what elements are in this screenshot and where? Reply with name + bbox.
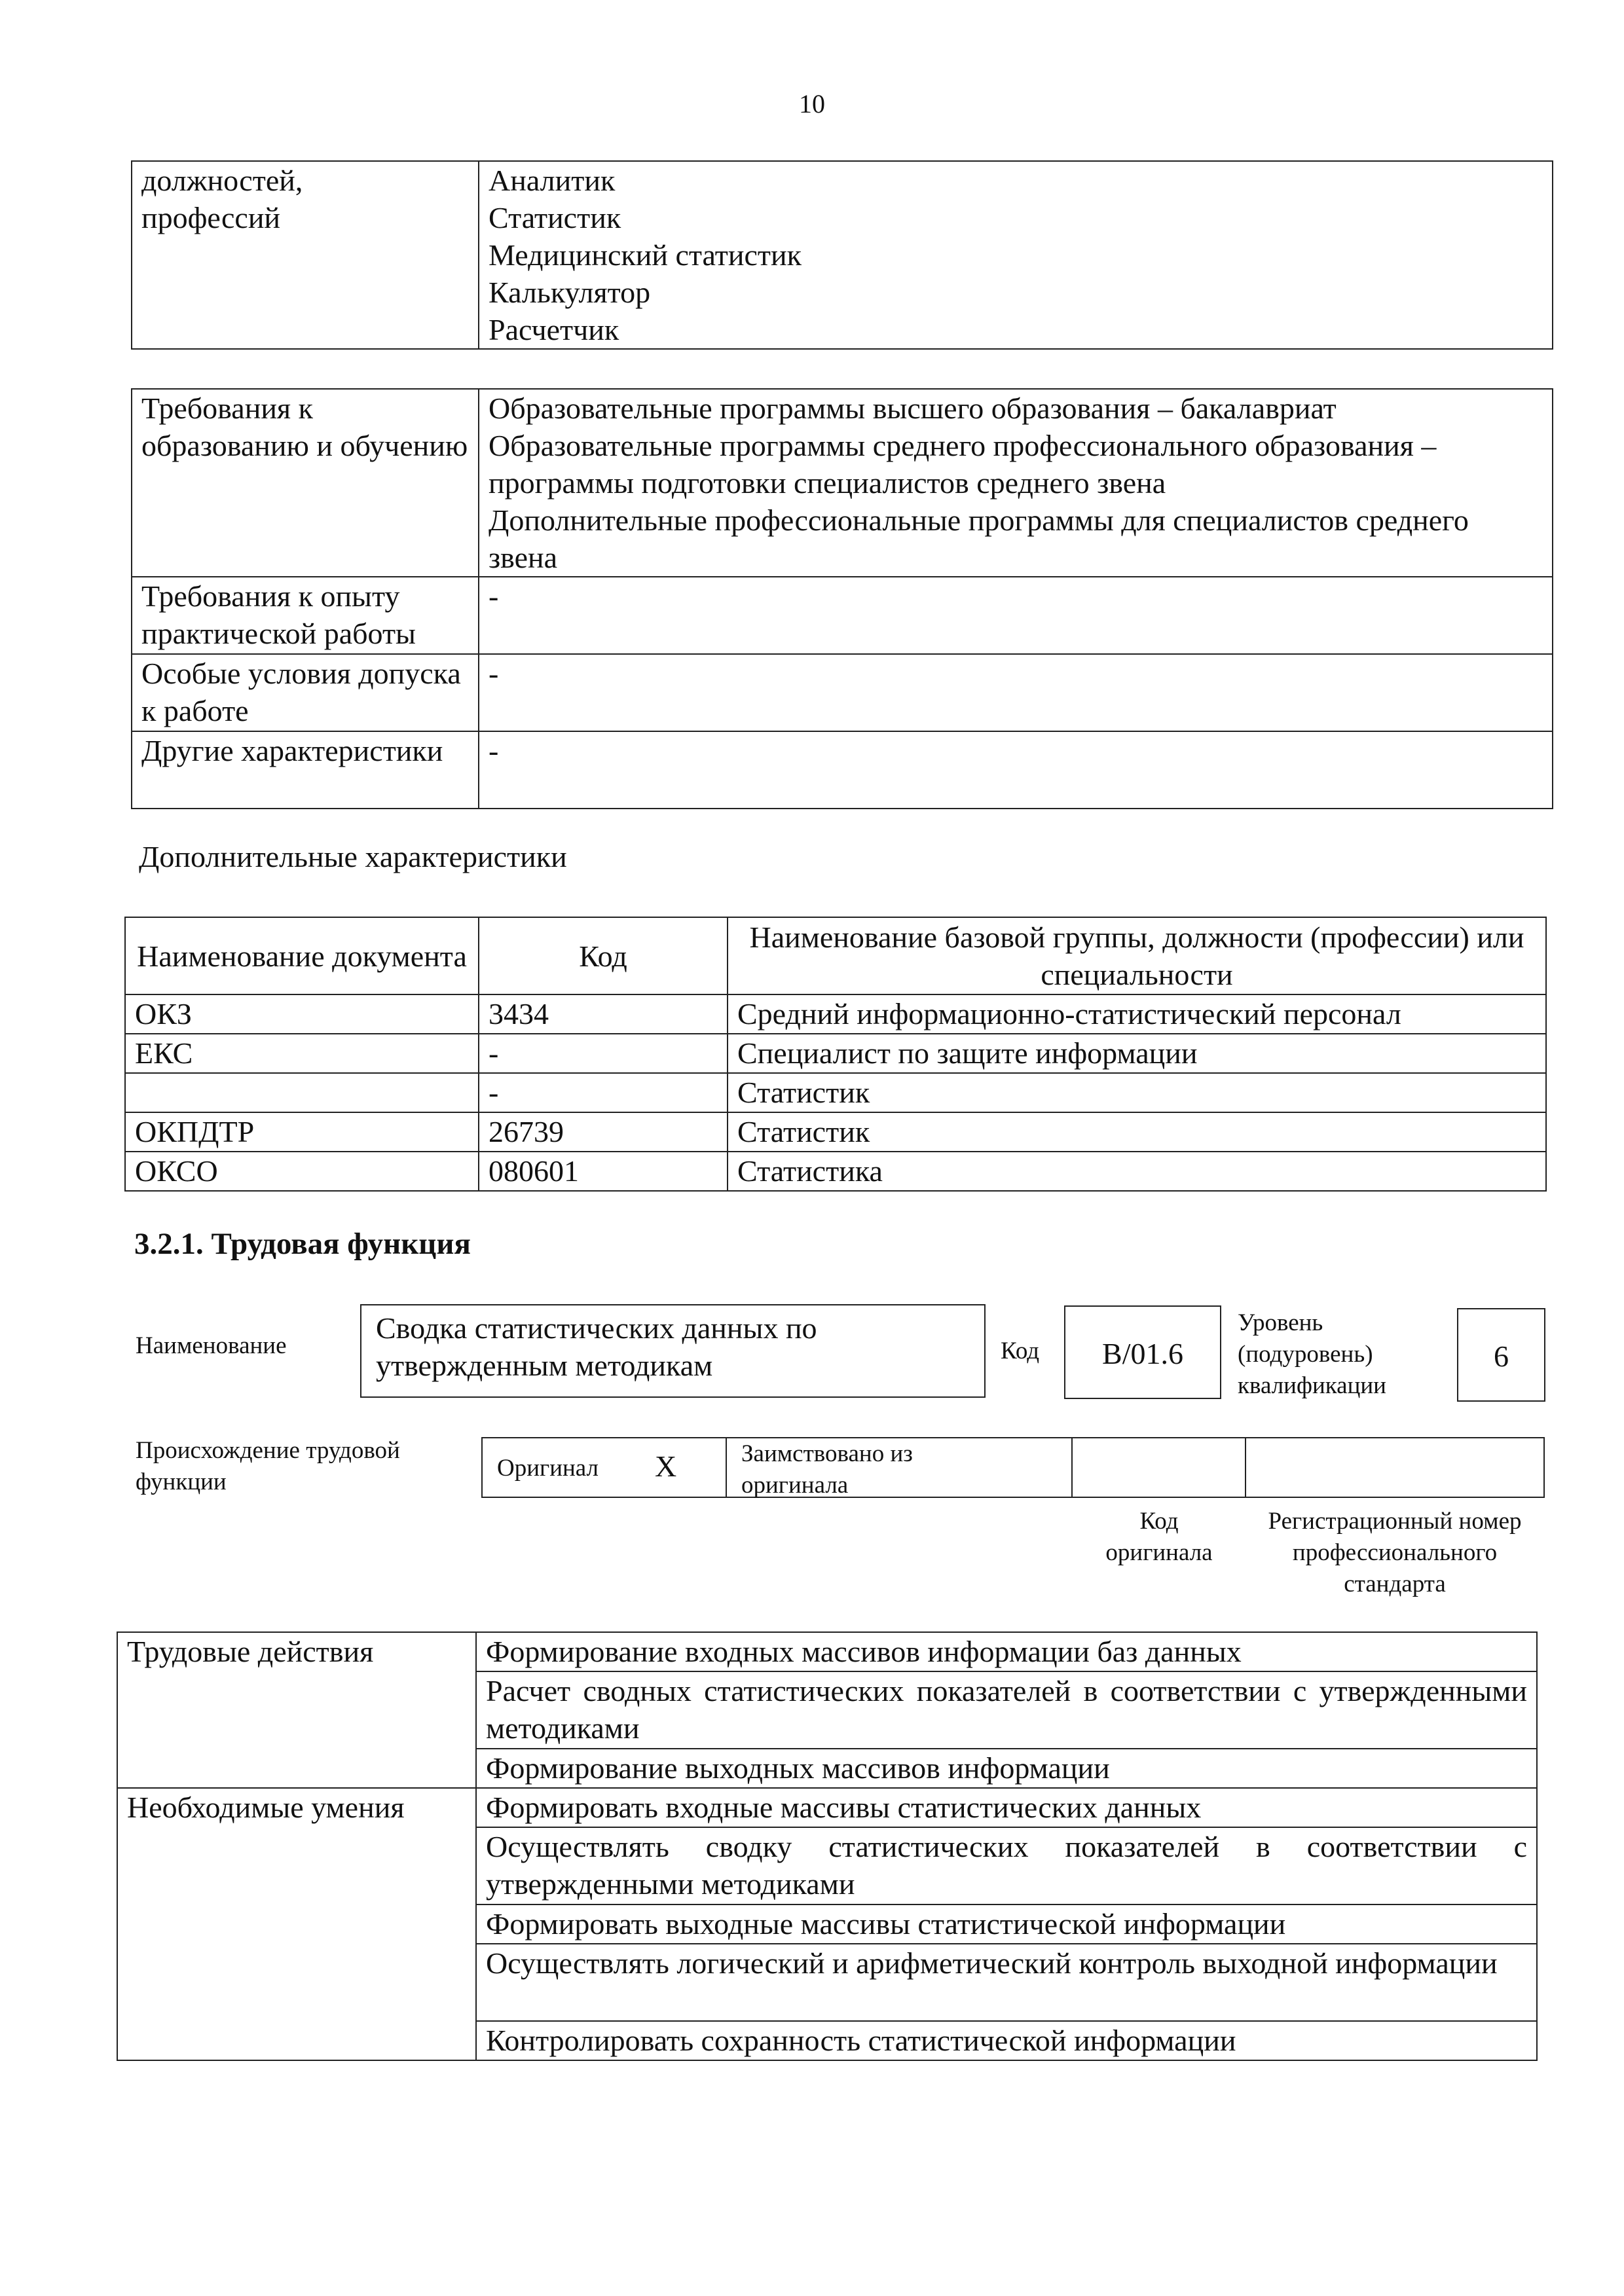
table-cell: ОКПДТР (125, 1112, 479, 1152)
skill-item: Формировать входные массивы статистических данных (476, 1788, 1537, 1827)
skill-item: Контролировать сохранность статистической информации (476, 2021, 1537, 2060)
table-cell: Средний информационно-статистический персонал (728, 994, 1546, 1034)
header-group: Наименование базовой группы, должности (профессии) или специальности (728, 917, 1546, 994)
skill-item: Осуществлять сводку статистических показателей в соответствии с утвержденными методиками (476, 1827, 1537, 1904)
requirement-label: Требования к образованию и обучению (132, 389, 479, 577)
origin-code-box (1071, 1437, 1246, 1498)
table-cell: Специалист по защите информации (728, 1034, 1546, 1073)
function-name-box (360, 1304, 986, 1398)
table-cell: Статистика (728, 1152, 1546, 1191)
function-code-label: Код (1001, 1338, 1040, 1364)
origin-label: Происхождение трудовой функции (136, 1437, 400, 1495)
function-name-label: Наименование (136, 1332, 287, 1359)
requirement-value: - (479, 577, 1553, 654)
function-name-value: Сводка статистических данных по утвержденным методикам (376, 1311, 817, 1382)
skills-label: Необходимые умения (117, 1788, 476, 2060)
origin-code-caption: Код оригинала (1105, 1508, 1213, 1566)
section-title: 3.2.1. Трудовая функция (134, 1227, 471, 1261)
table-row (125, 1073, 1546, 1112)
skill-item: Осуществлять логический и арифметический контроль выходной информации (476, 1944, 1537, 2021)
positions-values (479, 161, 1553, 349)
requirements-table (131, 388, 1553, 809)
page-number: 10 (799, 89, 825, 118)
origin-reg-caption: Регистрационный номер профессионального стандарта (1268, 1508, 1522, 1597)
list-item: Калькулятор (489, 276, 651, 309)
table-cell: ОКЗ (125, 994, 479, 1034)
table-row (132, 161, 1553, 349)
table-row (117, 1632, 1537, 1671)
additional-table (124, 917, 1547, 1192)
table-cell: ЕКС (125, 1034, 479, 1073)
skill-item: Формировать выходные массивы статистической информации (476, 1904, 1537, 1944)
origin-original-box (481, 1437, 727, 1498)
header-document: Наименование документа (125, 917, 479, 994)
labor-table (117, 1631, 1538, 2061)
table-row (132, 654, 1553, 731)
additional-title: Дополнительные характеристики (139, 840, 567, 873)
requirement-value: - (479, 654, 1553, 731)
positions-table (131, 160, 1553, 350)
origin-borrowed-box (726, 1437, 1073, 1498)
requirement-value: Образовательные программы высшего образования – бакалавриат Образовательные программы среднего профессионального образования – программы подготовки специалистов среднего звена Дополнительные профессиональные программы для специалистов среднего звена (479, 389, 1553, 577)
list-item: Медицинский статистик (489, 238, 802, 272)
requirement-label: Требования к опыту практической работы (132, 577, 479, 654)
table-cell: 080601 (479, 1152, 728, 1191)
table-cell: - (479, 1034, 728, 1073)
original-mark: X (655, 1449, 677, 1483)
original-label: Оригинал (497, 1455, 599, 1482)
table-row (125, 1152, 1546, 1191)
header-code: Код (479, 917, 728, 994)
action-item: Формирование выходных массивов информации (476, 1749, 1537, 1788)
table-header (125, 917, 1546, 994)
list-item: Расчетчик (489, 313, 619, 346)
requirement-label: Другие характеристики (132, 731, 479, 809)
table-cell: 26739 (479, 1112, 728, 1152)
table-row (132, 731, 1553, 809)
requirement-label: Особые условия допуска к работе (132, 654, 479, 731)
origin-reg-box (1245, 1437, 1545, 1498)
requirement-value: - (479, 731, 1553, 809)
level-value: 6 (1494, 1339, 1509, 1373)
table-cell: ОКСО (125, 1152, 479, 1191)
table-cell: Статистик (728, 1073, 1546, 1112)
function-code-value: B/01.6 (1102, 1337, 1183, 1370)
list-item: Статистик (489, 201, 621, 234)
level-box (1457, 1308, 1545, 1402)
table-row (132, 577, 1553, 654)
action-item: Формирование входных массивов информации баз данных (476, 1632, 1537, 1671)
list-item: Аналитик (489, 164, 616, 197)
table-row (117, 1788, 1537, 1827)
table-row (125, 1034, 1546, 1073)
action-item: Расчет сводных статистических показателей в соответствии с утвержденными методиками (476, 1671, 1537, 1749)
table-cell: 3434 (479, 994, 728, 1034)
table-cell: - (479, 1073, 728, 1112)
level-label: Уровень (подуровень) квалификации (1238, 1309, 1386, 1399)
table-row (132, 389, 1553, 577)
borrowed-label: Заимствовано из оригинала (741, 1440, 913, 1499)
table-row (125, 994, 1546, 1034)
table-cell (125, 1073, 479, 1112)
actions-label: Трудовые действия (117, 1632, 476, 1788)
positions-label: должностей, профессий (132, 161, 479, 349)
function-code-box (1064, 1305, 1221, 1399)
table-cell: Статистик (728, 1112, 1546, 1152)
table-row (125, 1112, 1546, 1152)
